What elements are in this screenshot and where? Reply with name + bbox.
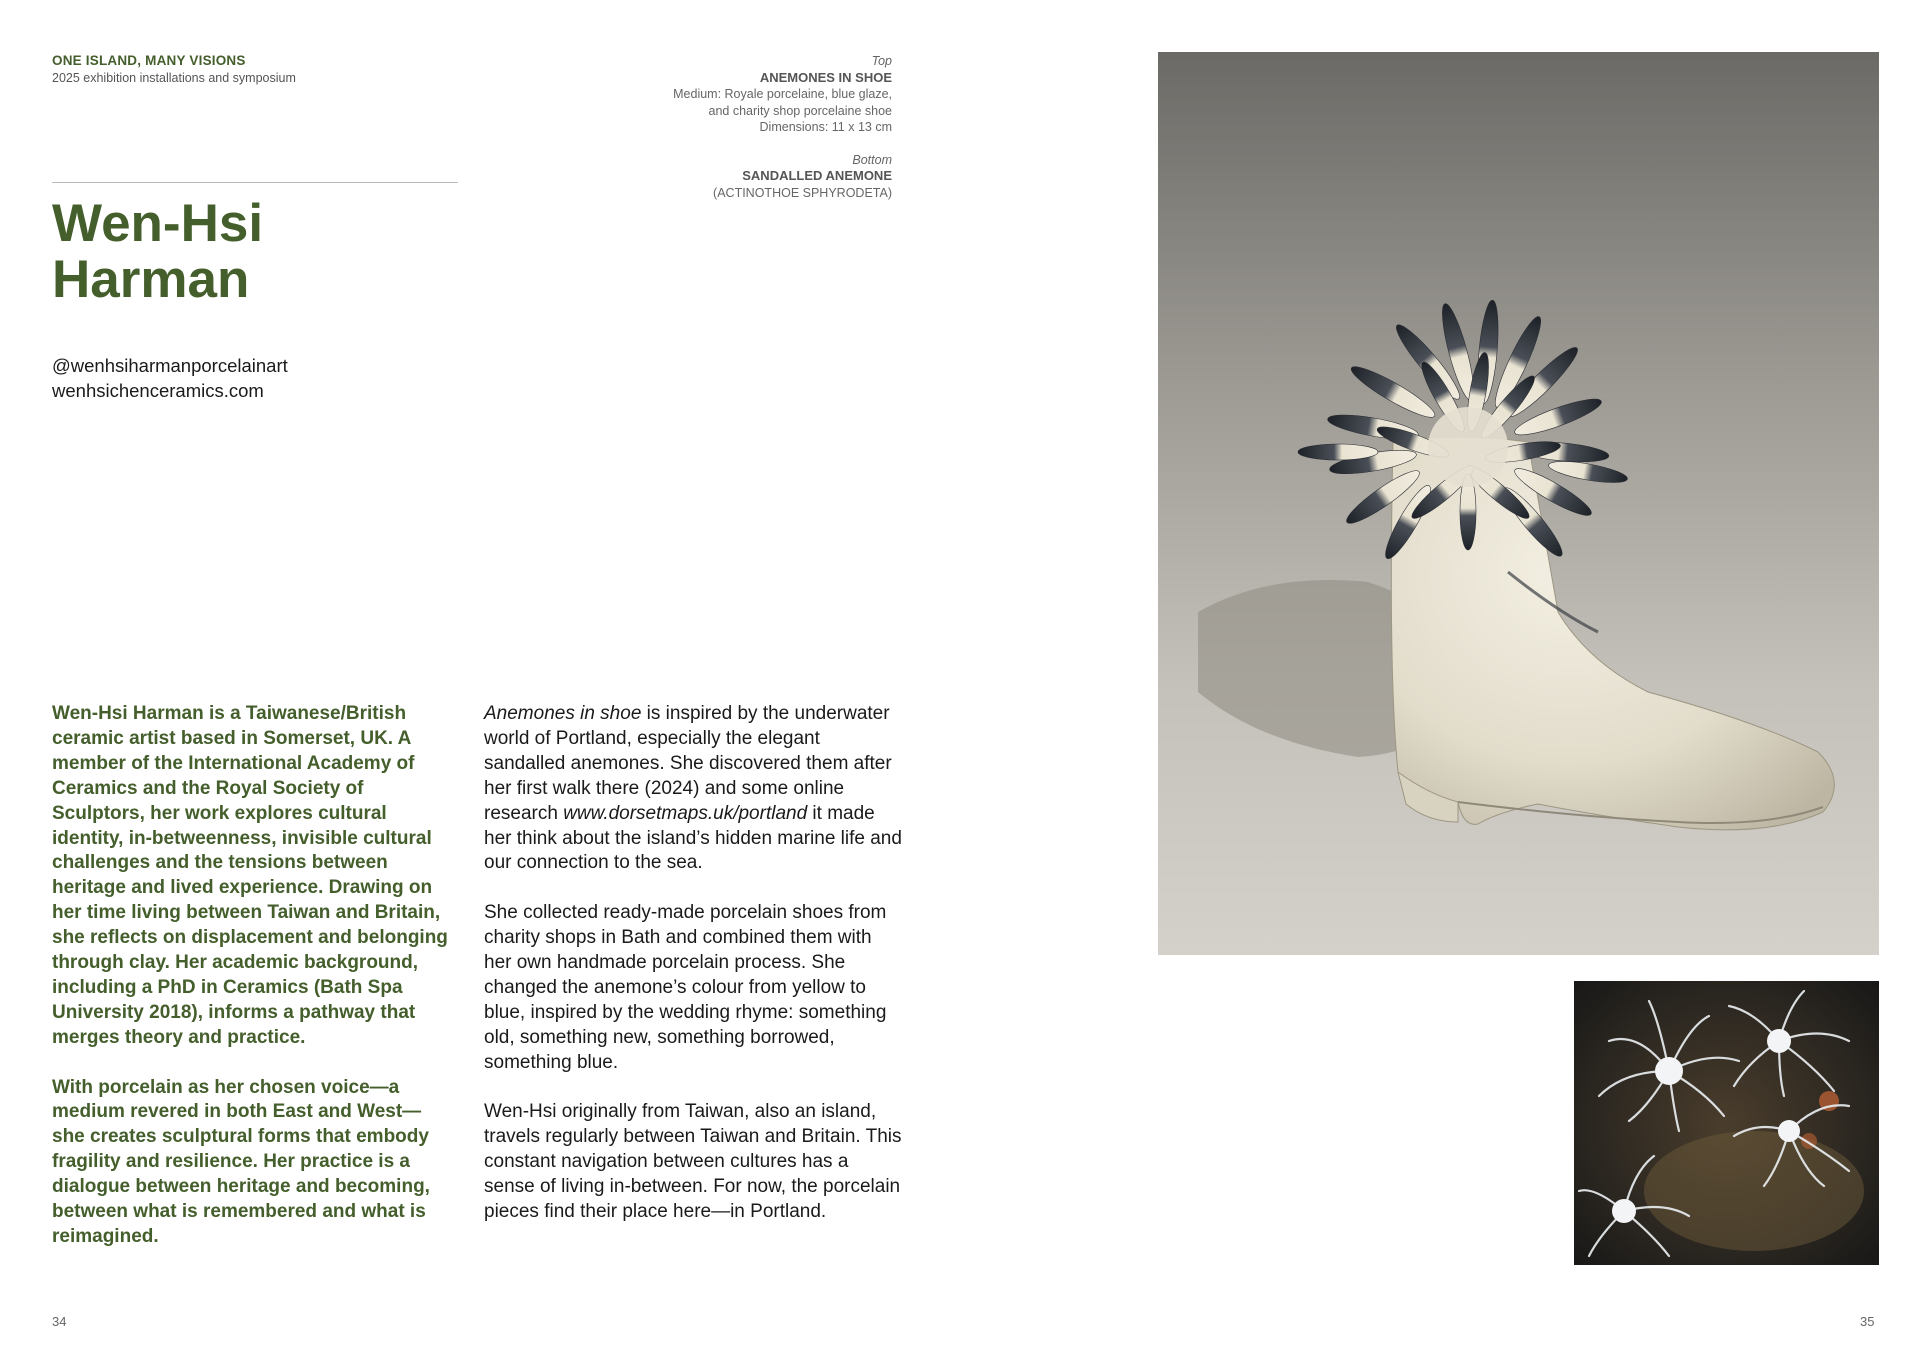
bio-paragraph: With porcelain as her chosen voice—a medium revered in both East and West—she creates sculptural forms that embody fragility and resilience. Her practice is a dialogue between heritage and becoming, between what is remembered and what is reimagined. (52, 1076, 430, 1248)
artist-name-line1: Wen-Hsi (52, 194, 264, 253)
page-number-left: 34 (52, 1314, 67, 1329)
artwork-description-column (484, 702, 904, 1225)
caption-bottom-title: SANDALLED ANEMONE (742, 168, 892, 183)
divider (52, 182, 458, 183)
caption-bottom-label: Bottom (852, 152, 892, 167)
page-number-right: 35 (1860, 1314, 1875, 1329)
dorsetmaps-link[interactable]: www.dorsetmaps.uk/portland (563, 802, 808, 824)
caption-top-line: Medium: Royale porcelaine, blue glaze, (673, 87, 892, 101)
artwork-title-inline: Anemones in shoe (484, 703, 642, 724)
instagram-handle[interactable]: @wenhsiharmanporcelainart (52, 355, 288, 376)
publication-subtitle: 2025 exhibition installations and symposium (52, 71, 296, 85)
description-paragraph: She collected ready-made porcelain shoes from charity shops in Bath and combined them with her own handmade porcelain process. She changed the anemone’s colour from yellow to blue, inspired by the wedding rhyme: something old, something new, something borrowed, something blue. (484, 902, 887, 1073)
caption-top-line: and charity shop porcelaine shoe (708, 103, 892, 118)
image-captions (592, 53, 892, 201)
description-paragraph (484, 702, 904, 876)
caption-top-title: ANEMONES IN SHOE (759, 69, 892, 85)
bio-column (52, 702, 452, 1250)
description-text: is inspired by the underwater world of Portland, especially the elegant sandalled anemones. She discovered them after her first walk there (2024) and some online research (484, 703, 892, 824)
artist-name (52, 196, 472, 308)
caption-top-label: Top (871, 54, 892, 68)
bio-paragraph: Wen-Hsi Harman is a Taiwanese/British ceramic artist based in Somerset, UK. A member of the International Academy of Ceramics and the Royal Society of Sculptors, her work explores cultural identity, in-betweenness, invisible cultural challenges and the tensions between heritage and lived experience. Drawing on her time living between Taiwan and Britain, she reflects on displacement and belonging through clay. Her academic background, including a PhD in Ceramics (Bath Spa University 2018), informs a pathway that merges theory and practice. (52, 703, 448, 1048)
caption-bottom-subtitle: (ACTINOTHOE SPHYRODETA) (713, 185, 892, 200)
anemones-in-shoe-photo (1158, 52, 1879, 955)
description-paragraph: Wen-Hsi originally from Taiwan, also an island, travels regularly between Taiwan and Britain. This constant navigation between cultures has a sense of living in-between. For now, the porcelain pieces find their place here—in Portland. (484, 1101, 902, 1223)
caption-top-line: Dimensions: 11 x 13 cm (759, 120, 892, 134)
website-link[interactable]: wenhsichenceramics.com (52, 380, 264, 401)
sandalled-anemone-photo (1574, 981, 1879, 1265)
artist-name-line2: Harman (52, 250, 250, 309)
description-text: it made her think about the island’s hidden marine life and our connection to the sea. (484, 802, 902, 874)
artist-contacts (52, 353, 288, 403)
publication-title: ONE ISLAND, MANY VISIONS (52, 53, 246, 68)
